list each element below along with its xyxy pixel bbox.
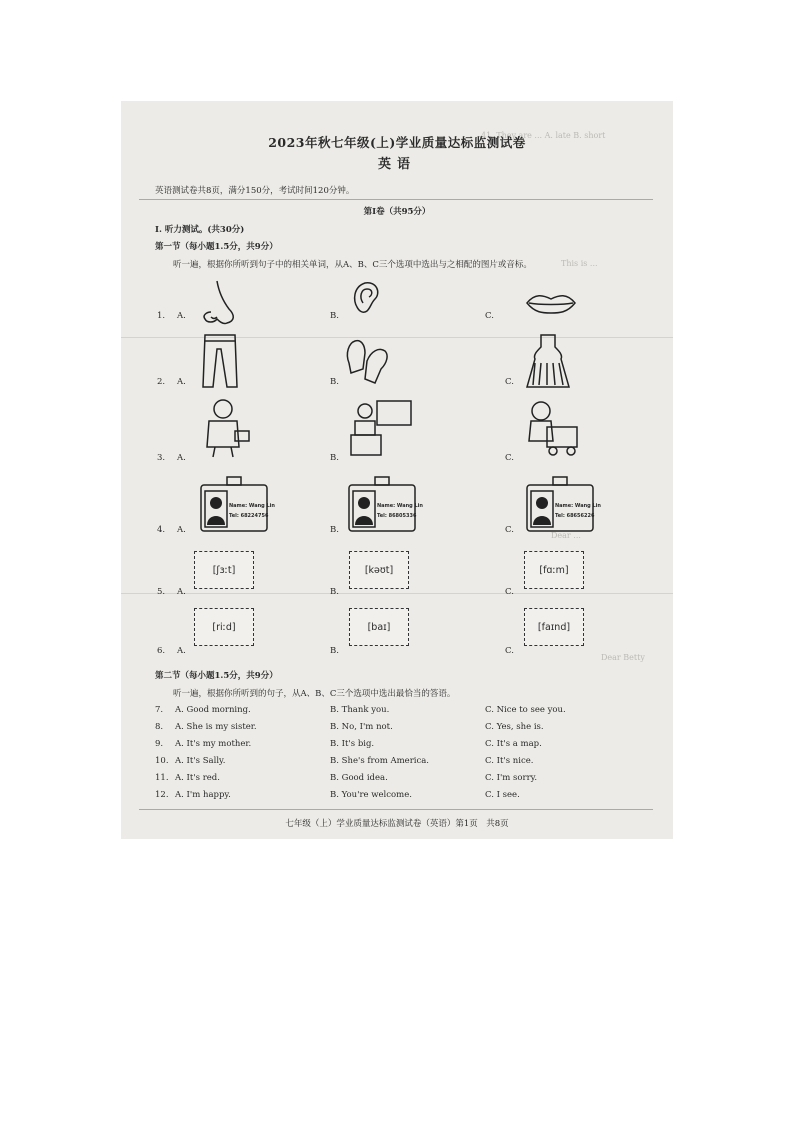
question-number: 1. bbox=[157, 311, 166, 321]
question-number: 3. bbox=[157, 453, 166, 463]
answer-a: A. It's Sally. bbox=[175, 756, 226, 766]
page-footer: 七年级（上）学业质量达标监测试卷（英语）第1页 共8页 bbox=[285, 819, 509, 829]
card-tel: Tel: 68224756 bbox=[229, 513, 269, 519]
id-card bbox=[347, 475, 423, 533]
option-c: C. bbox=[505, 587, 514, 597]
option-b: B. bbox=[330, 311, 339, 321]
question-number: 4. bbox=[157, 525, 166, 535]
option-b: B. bbox=[330, 377, 339, 387]
exam-page: 41. They are ... A. late B. short This is ... Dear ... Dear Betty 2023年秋七年级(上)学业质量达标监测试卷 英语 英语测试卷共8页，满分150分，考试时间120分钟。 第Ⅰ卷（共95分） Ⅰ. 听力测试。(共30分) 第一节（每小题1.5分，共9分） 听一遍，根据你所听到句子中的相关单词，从A、B、C三个选项中选出与之相配的图片或音标。 1. A. B. C. 2. A. B. C. 3. A. B. C. 4. A. B. C. Name: Wang Lin Tel: 68224756 Name: Wang Lin Tel: 86805336 Name: Wang Lin Tel: 68656226 5. A. B. C. [ʃɜːt] [kəʊt] [fɑːm] 6. A. B. C. [riːd] [baɪ] [faɪnd] 第二节（每小题1.5分，共9分） 听一遍，根据你所听到的句子，从A、B、C三个选项中选出最恰当的答语。 7. A. Good morning. B. Thank you. C. Nice to see you. 8. A. She is my sister. B. No, I'm not. C. Yes, she is. 9. A. It's my mother. B. It's big. C. It's a map. 10. A. It's Sally. B. She's from America. C. It's nice. 11. A. It's red. B. Good idea. C. I'm sorry. 12. A. I'm happy. B. You're welcome. C. I see. 七年级（上）学业质量达标监测试卷（英语）第1页 共8页 bbox=[121, 101, 673, 839]
card-tel: Tel: 86805336 bbox=[377, 513, 417, 519]
option-c: C. bbox=[505, 453, 514, 463]
phonetic-option: [fɑːm] bbox=[524, 551, 584, 589]
option-b: B. bbox=[330, 646, 339, 656]
section1-instruction: 听一遍，根据你所听到句子中的相关单词，从A、B、C三个选项中选出与之相配的图片或音标。 bbox=[173, 260, 532, 270]
teacher-icon bbox=[349, 397, 415, 457]
card-tel: Tel: 68656226 bbox=[555, 513, 595, 519]
answer-b: B. No, I'm not. bbox=[330, 722, 393, 732]
question-number: 11. bbox=[155, 773, 169, 783]
delivery-worker-icon bbox=[517, 397, 583, 459]
listening-heading: Ⅰ. 听力测试。(共30分) bbox=[155, 225, 245, 235]
option-a: A. bbox=[177, 453, 186, 463]
phonetic-option: [ʃɜːt] bbox=[194, 551, 254, 589]
phonetic-option: [kəʊt] bbox=[349, 551, 409, 589]
question-number: 5. bbox=[157, 587, 166, 597]
question-number: 2. bbox=[157, 377, 166, 387]
answer-a: A. I'm happy. bbox=[175, 790, 231, 800]
doctor-icon bbox=[197, 397, 253, 459]
answer-c: C. Nice to see you. bbox=[485, 705, 566, 715]
exam-intro: 英语测试卷共8页，满分150分，考试时间120分钟。 bbox=[155, 186, 355, 196]
answer-b: B. She's from America. bbox=[330, 756, 430, 766]
section2-heading: 第二节（每小题1.5分，共9分） bbox=[155, 671, 278, 681]
phonetic-option: [faɪnd] bbox=[524, 608, 584, 646]
answer-a: A. It's my mother. bbox=[175, 739, 252, 749]
question-number: 6. bbox=[157, 646, 166, 656]
answer-b: B. It's big. bbox=[330, 739, 375, 749]
option-a: A. bbox=[177, 587, 186, 597]
question-number: 10. bbox=[155, 756, 169, 766]
id-card bbox=[525, 475, 601, 533]
card-name: Name: Wang Lin bbox=[377, 503, 423, 509]
section1-heading: 第一节（每小题1.5分，共9分） bbox=[155, 242, 278, 252]
option-a: A. bbox=[177, 311, 186, 321]
option-c: C. bbox=[505, 646, 514, 656]
option-b: B. bbox=[330, 525, 339, 535]
nose-icon bbox=[197, 279, 241, 327]
answer-a: A. It's red. bbox=[175, 773, 220, 783]
question-number: 8. bbox=[155, 722, 164, 732]
answer-c: C. It's a map. bbox=[485, 739, 542, 749]
id-card bbox=[199, 475, 275, 533]
part-title: 第Ⅰ卷（共95分） bbox=[363, 207, 431, 217]
section2-instruction: 听一遍，根据你所听到的句子，从A、B、C三个选项中选出最恰当的答语。 bbox=[173, 689, 456, 699]
phonetic-option: [baɪ] bbox=[349, 608, 409, 646]
option-a: A. bbox=[177, 377, 186, 387]
answer-a: A. Good morning. bbox=[175, 705, 251, 715]
option-c: C. bbox=[505, 525, 514, 535]
dress-icon bbox=[525, 333, 571, 389]
gloves-icon bbox=[343, 333, 393, 387]
answer-a: A. She is my sister. bbox=[175, 722, 257, 732]
ear-icon bbox=[349, 279, 383, 315]
answer-b: B. Good idea. bbox=[330, 773, 388, 783]
answer-c: C. Yes, she is. bbox=[485, 722, 544, 732]
option-a: A. bbox=[177, 646, 186, 656]
option-c: C. bbox=[485, 311, 494, 321]
option-b: B. bbox=[330, 587, 339, 597]
option-a: A. bbox=[177, 525, 186, 535]
answer-c: C. It's nice. bbox=[485, 756, 534, 766]
question-number: 7. bbox=[155, 705, 164, 715]
answer-b: B. Thank you. bbox=[330, 705, 390, 715]
answer-c: C. I see. bbox=[485, 790, 520, 800]
card-name: Name: Wang Lin bbox=[555, 503, 601, 509]
lips-icon bbox=[525, 291, 577, 315]
exam-title: 2023年秋七年级(上)学业质量达标监测试卷 bbox=[268, 135, 526, 150]
answer-b: B. You're welcome. bbox=[330, 790, 412, 800]
option-c: C. bbox=[505, 377, 514, 387]
option-b: B. bbox=[330, 453, 339, 463]
question-number: 12. bbox=[155, 790, 169, 800]
trousers-icon bbox=[199, 333, 241, 389]
subject-title: 英语 bbox=[377, 157, 416, 172]
answer-c: C. I'm sorry. bbox=[485, 773, 538, 783]
question-number: 9. bbox=[155, 739, 164, 749]
phonetic-option: [riːd] bbox=[194, 608, 254, 646]
card-name: Name: Wang Lin bbox=[229, 503, 275, 509]
